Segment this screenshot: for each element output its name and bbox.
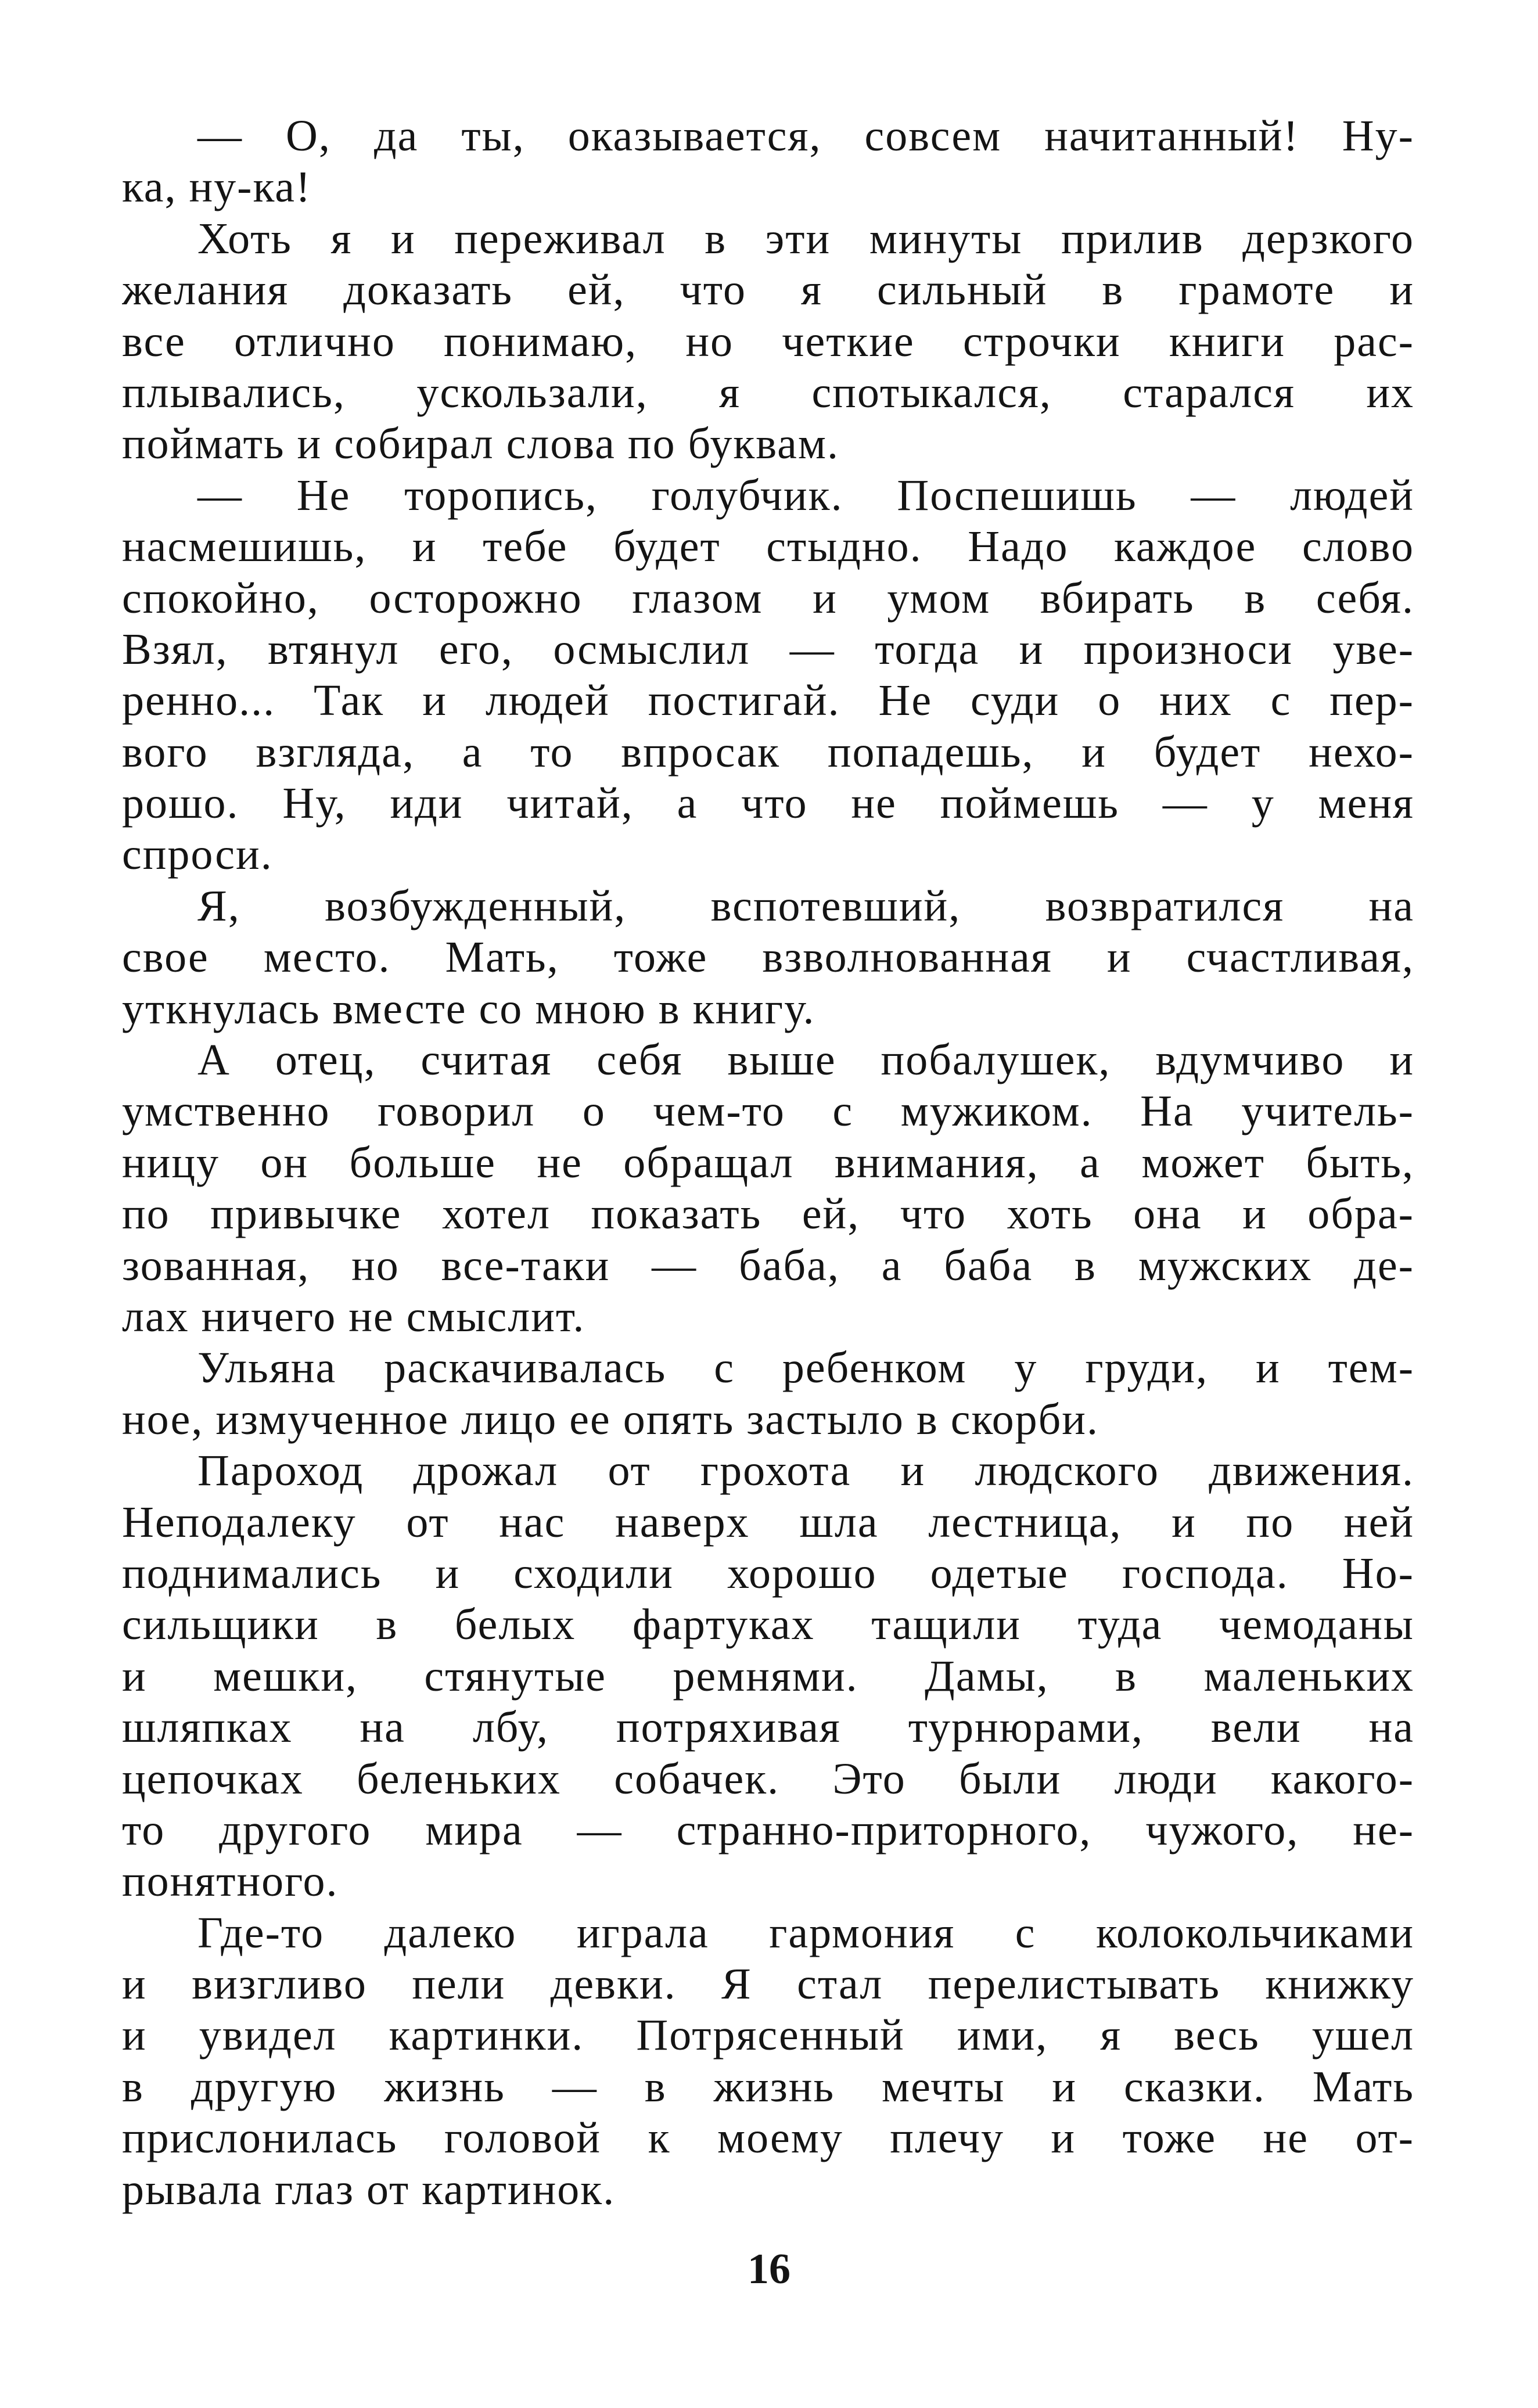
text-line: зованная, но все-таки — баба, а баба в мужских де- xyxy=(122,1241,1414,1290)
text-line: и визгливо пели девки. Я стал перелистывать книжку xyxy=(122,1960,1414,2009)
text-line: цепочках беленьких собачек. Это были люди какого- xyxy=(122,1754,1414,1803)
paragraph xyxy=(122,110,1414,213)
text-line: умственно говорил о чем-то с мужиком. На учитель- xyxy=(122,1087,1414,1136)
text-line: Хоть я и переживал в эти минуты прилив дерзкого xyxy=(197,214,1414,263)
text-line: сильщики в белых фартуках тащили туда чемоданы xyxy=(122,1600,1414,1649)
text-line: поднимались и сходили хорошо одетые господа. Но- xyxy=(122,1548,1414,1598)
text-line: ренно... Так и людей постигай. Не суди о них с пер- xyxy=(122,676,1414,725)
text-line: Пароход дрожал от грохота и людского движения. xyxy=(197,1446,1414,1496)
text-line: спокойно, осторожно глазом и умом вбирать в себя. xyxy=(122,573,1414,623)
paragraph xyxy=(122,1034,1414,1342)
text-line: — О, да ты, оказывается, совсем начитанный! Ну- xyxy=(197,112,1414,160)
text-line: лах ничего не смыслит. xyxy=(122,1292,585,1341)
text-line: — Не торопись, голубчик. Поспешишь — людей xyxy=(197,470,1414,520)
text-line: уткнулась вместе со мною в книгу. xyxy=(122,984,815,1033)
text-line: вого взгляда, а то впросак попадешь, и будет нехо- xyxy=(122,727,1414,777)
text-line: поймать и собирал слова по буквам. xyxy=(122,419,839,469)
text-line: Взял, втянул его, осмыслил — тогда и произноси уве- xyxy=(122,624,1414,674)
page-number: 16 xyxy=(748,2245,790,2293)
text-line: спроси. xyxy=(122,830,273,879)
paragraph xyxy=(122,1342,1414,1445)
paragraph xyxy=(122,880,1414,1034)
text-line: понятного. xyxy=(122,1857,339,1906)
text-line: Где-то далеко играла гармония с колокольчиками xyxy=(197,1908,1414,1957)
body-text xyxy=(122,110,1414,2215)
text-line: рывала глаз от картинок. xyxy=(122,2165,616,2214)
paragraph xyxy=(122,470,1414,880)
text-line: и мешки, стянутые ремнями. Дамы, в маленьких xyxy=(122,1651,1414,1701)
text-line: рошо. Ну, иди читай, а что не поймешь — у меня xyxy=(122,779,1414,828)
text-line: шляпках на лбу, потряхивая турнюрами, вели на xyxy=(122,1703,1414,1752)
paragraph xyxy=(122,1445,1414,1907)
text-line: ка, ну-ка! xyxy=(122,163,312,212)
text-line: то другого мира — странно-приторного, чужого, не- xyxy=(122,1805,1414,1854)
text-line: Ульяна раскачивалась с ребенком у груди, и тем- xyxy=(197,1343,1414,1393)
text-line: прислонилась головой к моему плечу и тоже не от- xyxy=(122,2114,1414,2163)
text-line: желания доказать ей, что я сильный в грамоте и xyxy=(122,265,1414,315)
text-line: свое место. Мать, тоже взволнованная и счастливая, xyxy=(122,933,1414,982)
text-line: все отлично понимаю, но четкие строчки книги рас- xyxy=(122,317,1414,366)
text-line: Неподалеку от нас наверх шла лестница, и по ней xyxy=(122,1497,1414,1547)
paragraph xyxy=(122,1907,1414,2215)
text-line: А отец, считая себя выше побалушек, вдумчиво и xyxy=(197,1036,1414,1085)
text-line: плывались, ускользали, я спотыкался, старался их xyxy=(122,368,1414,417)
text-line: по привычке хотел показать ей, что хоть она и обра- xyxy=(122,1189,1414,1239)
text-line: Я, возбужденный, вспотевший, возвратился на xyxy=(197,881,1414,930)
text-line: ное, измученное лицо ее опять застыло в скорби. xyxy=(122,1395,1099,1444)
text-line: ницу он больше не обращал внимания, а может быть, xyxy=(122,1138,1414,1187)
text-line: и увидел картинки. Потрясенный ими, я весь ушел xyxy=(122,2011,1414,2060)
text-line: в другую жизнь — в жизнь мечты и сказки. Мать xyxy=(122,2062,1414,2111)
text-line: насмешишь, и тебе будет стыдно. Надо каждое слово xyxy=(122,522,1414,572)
paragraph xyxy=(122,213,1414,470)
